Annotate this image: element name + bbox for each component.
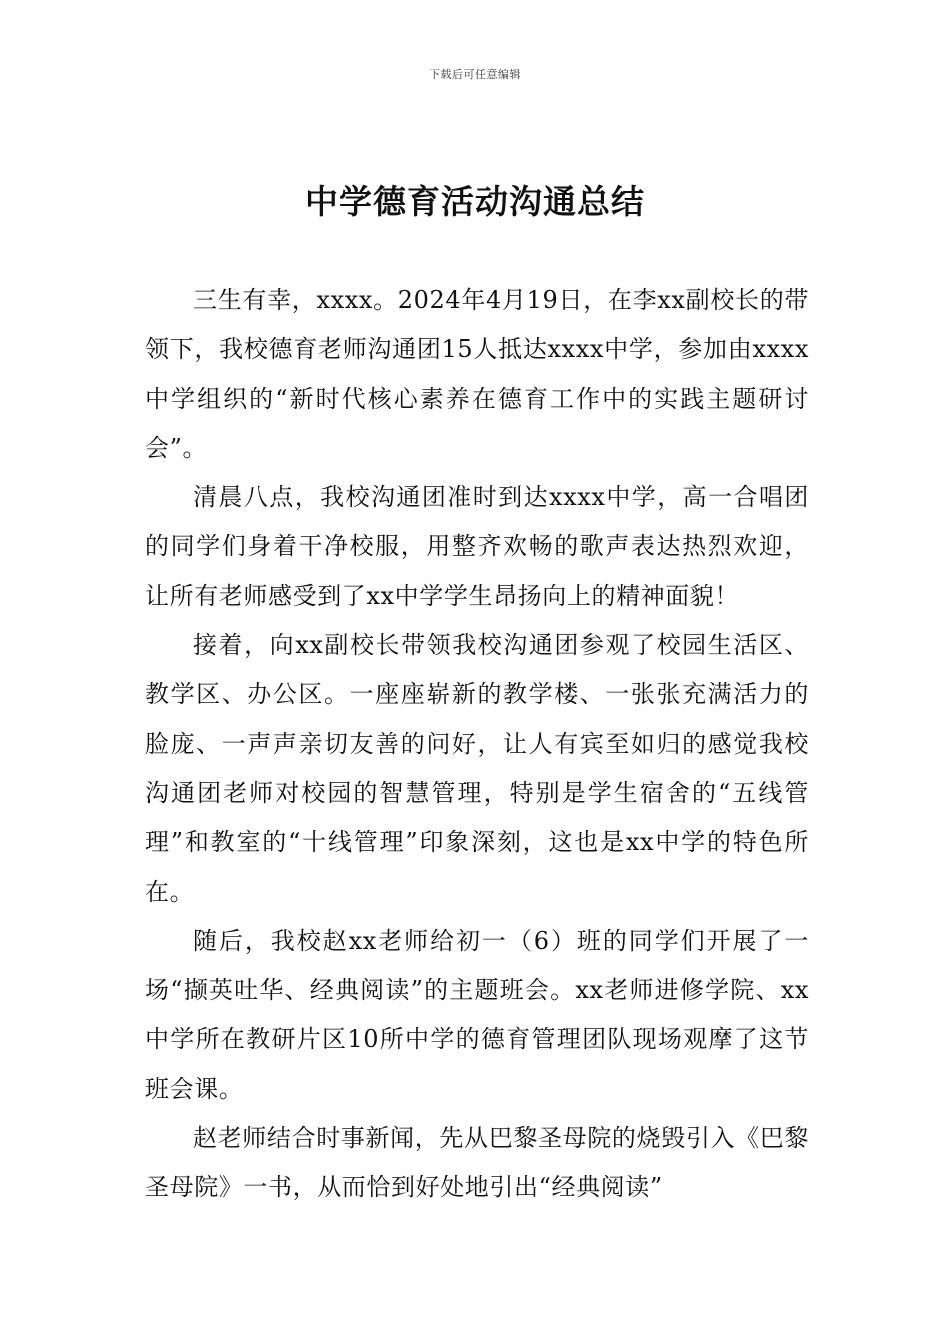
document-body bbox=[145, 276, 809, 1213]
paragraph: 随后，我校赵xx老师给初一（6）班的同学们开展了一场“撷英吐华、经典阅读”的主题班会。xx老师进修学院、xx中学所在教研片区10所中学的德育管理团队现场观摩了这节班会课。 bbox=[145, 926, 809, 1103]
paragraph: 三生有幸，xxxx。2024年4月19日，在李xx副校长的带领下，我校德育老师沟通团15人抵达xxxx中学，参加由xxxx中学组织的“新时代核心素养在德育工作中的实践主题研讨会”。 bbox=[145, 286, 809, 462]
paragraph: 清晨八点，我校沟通团准时到达xxxx中学，高一合唱团的同学们身着干净校服，用整齐欢畅的歌声表达热烈欢迎，让所有老师感受到了xx中学学生昂扬向上的精神面貌！ bbox=[145, 483, 809, 610]
document-title: 中学德育活动沟通总结 bbox=[305, 182, 645, 221]
paragraph: 赵老师结合时事新闻，先从巴黎圣母院的烧毁引入《巴黎圣母院》一书，从而恰到好处地引出“经典阅读” bbox=[145, 1124, 809, 1202]
header-note: 下载后可任意编辑 bbox=[429, 68, 521, 81]
paragraph: 接着，向xx副校长带领我校沟通团参观了校园生活区、教学区、办公区。一座座崭新的教学楼、一张张充满活力的脸庞、一声声亲切友善的问好，让人有宾至如归的感觉我校沟通团老师对校园的智慧管理，特别是学生宿舍的“五线管理”和教室的“十线管理”印象深刻，这也是xx中学的特色所在。 bbox=[145, 631, 809, 906]
